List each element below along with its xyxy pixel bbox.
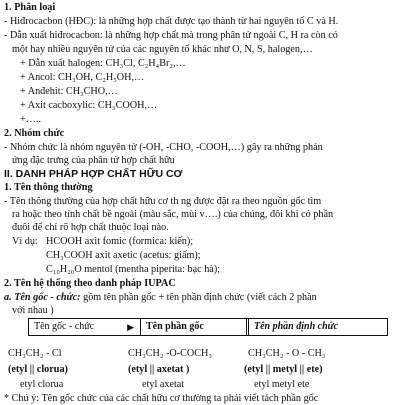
section-heading-common-name: 1. Tên thông thường — [4, 182, 93, 193]
formula-parts: (etyl || axetat ) — [128, 364, 190, 375]
list-item: + Ancol: CH₃OH, C₂H₅OH,… — [20, 72, 145, 83]
note-line: * Chú ý: Tên gốc chức của các chất hữu cơ thường ta phải viết tách phần gốc — [4, 393, 319, 404]
section-heading-classification: 1. Phân loại — [4, 2, 56, 13]
list-item: + Dẫn xuất halogen: CH₃Cl, C₂H₄Br₂,… — [20, 58, 186, 69]
paragraph-line: ra hoặc theo tính chất bề ngoài (màu sắc, mùi v….) của chúng, đôi khi có phần — [12, 209, 334, 220]
table-cell — [29, 319, 141, 335]
formula: CH₃CH₂ - O - CH₃ — [248, 348, 326, 359]
formula-name: etyl clorua — [20, 379, 64, 390]
paragraph-line: với nhau ) — [12, 305, 54, 316]
paragraph-line: - Dẫn xuất hiđrocacbon: là những hợp chất mà trong phân tử ngoài C, H ra còn có — [4, 30, 338, 41]
list-item: +….. — [20, 114, 42, 125]
example-line: CH₃COOH axit axetic (acetus: giấm); — [46, 250, 201, 261]
arrow-right-icon: ▶ — [127, 322, 134, 332]
formula-parts: (etyl || clorua) — [8, 364, 68, 375]
section-heading-iupac: 2. Tên hệ thống theo danh pháp IUPAC — [4, 278, 176, 289]
table-header: Tên phần định chức — [254, 321, 339, 332]
chapter-heading: II. DANH PHÁP HỢP CHẤT HỮU CƠ — [4, 168, 183, 180]
list-item: + Anđehit: CH₃CHO,… — [20, 86, 118, 97]
subsection-label: a. Tên gốc - chức: — [4, 292, 81, 303]
table-header: Tên gốc - chức — [34, 321, 95, 332]
example-line: HCOOH axit fomic (formica: kiến); — [46, 236, 194, 247]
naming-table — [28, 318, 388, 336]
section-heading-functional-group: 2. Nhóm chức — [4, 128, 65, 139]
formula: CH₃CH₂ -O-COCH₃ — [128, 348, 212, 359]
example-label: Ví dụ: — [12, 236, 38, 247]
paragraph-line: - Nhóm chức là nhóm nguyên tử (-OH, -CHO, -COOH,…) gây ra những phản — [4, 142, 323, 153]
example-line: C₁₀H₂₀O mentol (mentha piperita: bạc hà); — [46, 264, 221, 275]
paragraph-line: một hay nhiều nguyên tử của các nguyên tố khác như O, N, S, halogen,… — [12, 44, 313, 55]
list-item: + Axit cacboxylic: CH₃COOH,… — [20, 100, 158, 111]
paragraph-line: đuôi để chỉ rõ hợp chất thuộc loại nào. — [12, 222, 169, 233]
formula-name: etyl axetat — [142, 379, 185, 390]
paragraph-line: - Hiđrocacbon (HĐC): là những hợp chất được tạo thành từ hai nguyên tố C và H. — [4, 16, 339, 27]
paragraph-line: - Tên thông thường của hợp chất hữu cơ th ng được đặt ra theo nguồn gốc tìm — [4, 196, 322, 207]
paragraph-line: ứng đặc trưng của phân tử hợp chất hữu — [12, 155, 175, 166]
formula-parts: (etyl || metyl || ete) — [244, 364, 323, 375]
paragraph-line — [4, 292, 317, 304]
subsection-text: gồm tên phần gốc + tên phần định chức (viết cách 2 phần — [80, 292, 317, 303]
formula: CH₃CH₂ - Cl — [8, 348, 62, 359]
table-header: Tên phần gốc — [141, 319, 249, 335]
formula-name: etyl metyl ete — [254, 379, 310, 390]
